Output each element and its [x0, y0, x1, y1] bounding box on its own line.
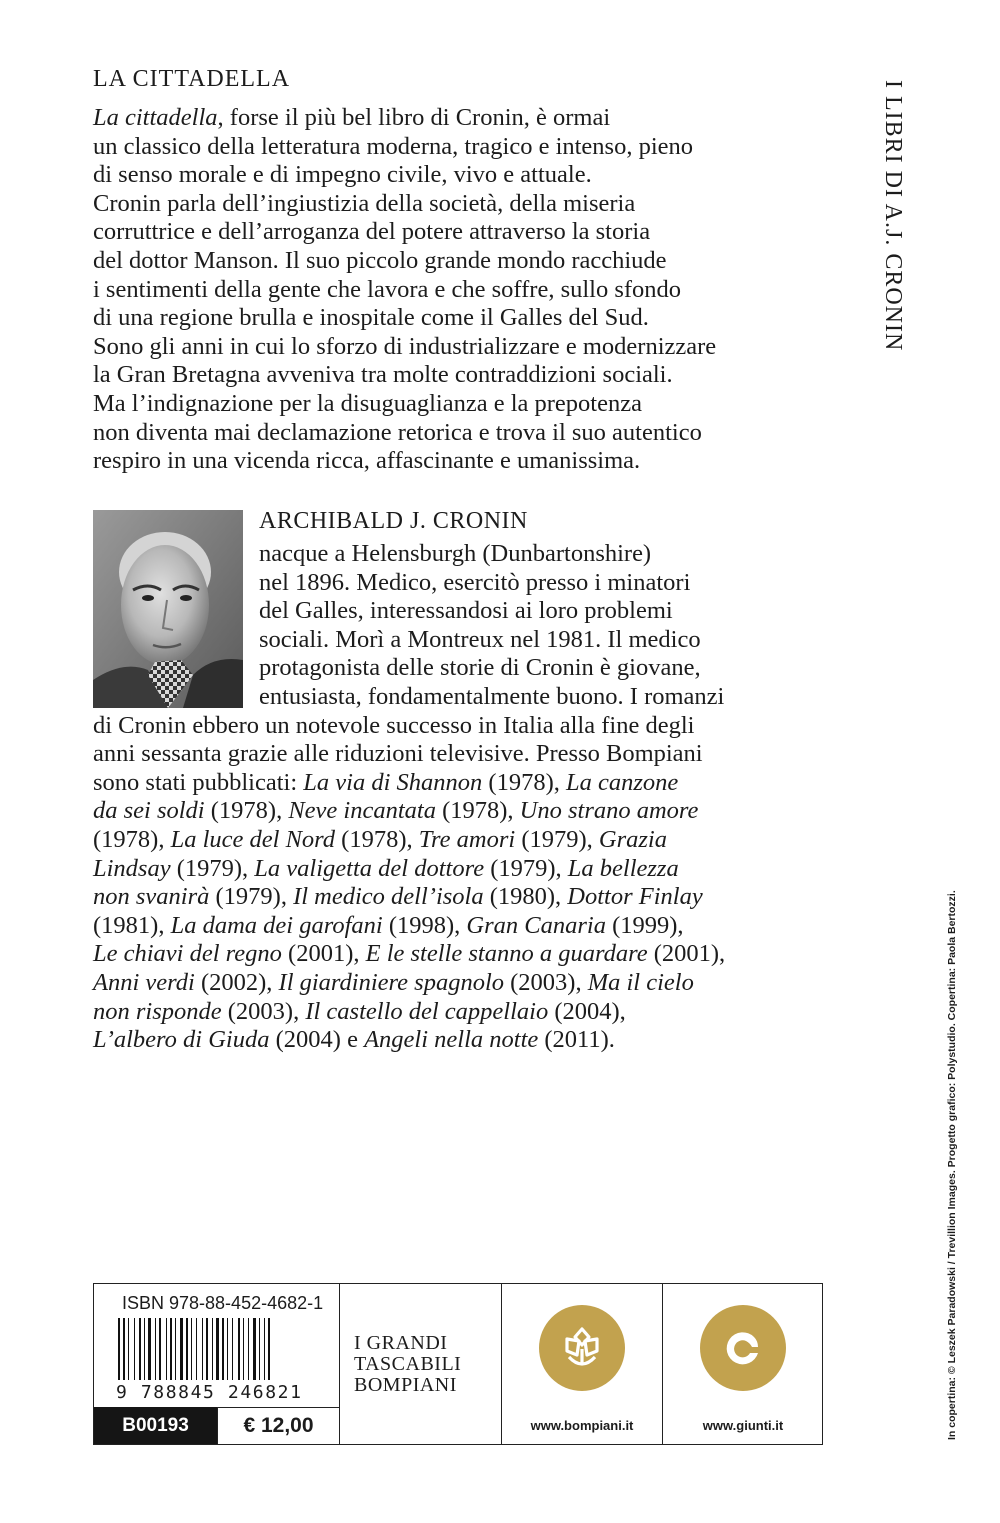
bio-text: (2002),: [194, 968, 279, 996]
barcode-bar: [253, 1318, 256, 1380]
description-line: di senso morale e di impegno civile, vivo e attuale.: [93, 161, 592, 189]
book-work: non risponde: [93, 997, 222, 1025]
barcode-bar: [216, 1318, 219, 1380]
giunti-url[interactable]: www.giunti.it: [702, 1418, 784, 1433]
bio-line: [93, 940, 813, 969]
barcode-bar: [206, 1318, 208, 1380]
bio-line: [93, 912, 813, 941]
barcode-bar: [264, 1318, 265, 1380]
series-label: [354, 1333, 494, 1396]
book-work: La via di Shannon: [303, 768, 483, 796]
barcode-bar: [227, 1318, 228, 1380]
bio-text: sono stati pubblicati:: [93, 768, 304, 796]
cover-credits: [944, 800, 968, 1440]
barcode-panel: [94, 1284, 340, 1444]
book-work: Neve incantata: [288, 797, 436, 825]
barcode-bar: [248, 1318, 249, 1380]
barcode-bar: [243, 1318, 244, 1380]
description-line: Sono gli anni in cui lo sforzo di industrializzare e modernizzare: [93, 332, 717, 360]
bio-line: [93, 769, 813, 798]
barcode-bar: [180, 1318, 183, 1380]
description-line: di una regione brulla e inospitale come il Galles del Sud.: [93, 304, 649, 332]
barcode-bar: [128, 1318, 129, 1380]
bio-line: [93, 826, 813, 855]
book-work: La luce del Nord: [170, 825, 336, 853]
bompiani-panel: [502, 1284, 663, 1444]
description-line: un classico della letteratura moderna, tragico e intenso, pieno: [93, 132, 694, 160]
bio-line: [93, 797, 813, 826]
bio-text: (1979),: [209, 883, 294, 911]
bio-text: (1998),: [382, 911, 467, 939]
series-panel: [340, 1284, 502, 1444]
bio-text: (1979),: [484, 854, 568, 882]
barcode-bar: [123, 1318, 125, 1380]
bio-line: [93, 855, 813, 884]
book-work: E le stelle stanno a guardare: [365, 940, 648, 968]
bompiani-url[interactable]: www.bompiani.it: [530, 1418, 634, 1433]
barcode-bar: [238, 1318, 240, 1380]
bio-text: (2003),: [504, 968, 588, 996]
barcode-bar: [186, 1318, 188, 1380]
bio-text: (1981),: [93, 911, 171, 939]
bio-line: del Galles, interessandosi ai loro problemi: [259, 597, 673, 625]
book-work: Angeli nella notte: [364, 1026, 539, 1054]
bio-line: [93, 998, 813, 1027]
bio-text: (1999),: [605, 911, 684, 939]
book-work: non svanirà: [93, 883, 210, 911]
bio-text: (1978),: [93, 825, 171, 853]
book-work: Ma il cielo: [587, 968, 694, 996]
bio-text: (1978),: [204, 797, 289, 825]
book-work: Tre amori: [418, 825, 516, 853]
bio-line: di Cronin ebbero un notevole successo in Italia alla fine degli: [93, 711, 695, 739]
series-vertical-title: [876, 80, 906, 352]
series-label-line: BOMPIANI: [354, 1374, 457, 1396]
book-work: Dottor Finlay: [567, 883, 703, 911]
book-work: Il medico dell’isola: [293, 883, 484, 911]
book-work: Il castello del cappellaio: [305, 997, 549, 1025]
book-work: Uno strano amore: [519, 797, 699, 825]
author-bio: [93, 540, 813, 1055]
barcode: [118, 1318, 318, 1382]
bio-text: (2001),: [281, 940, 366, 968]
description-line: Ma l’indignazione per la disuguaglianza e la prepotenza: [93, 389, 642, 417]
bio-line: nacque a Helensburgh (Dunbartonshire): [259, 540, 652, 567]
description-line: i sentimenti della gente che lavora e che soffre, sullo sfondo: [93, 275, 682, 303]
barcode-bar: [155, 1318, 156, 1380]
series-label-line: TASCABILI: [354, 1353, 462, 1375]
book-work: La dama dei garofani: [170, 911, 383, 939]
bio-text: (2003),: [221, 997, 306, 1025]
giunti-logo-icon: [700, 1305, 786, 1391]
description-line: non diventa mai declamazione retorica e trova il suo autentico: [93, 418, 702, 446]
book-description: [93, 104, 793, 476]
bio-text: (1978),: [435, 797, 520, 825]
bio-line: [93, 1026, 813, 1055]
bio-line: entusiasta, fondamentalmente buono. I romanzi: [259, 682, 725, 710]
bio-text: (1979),: [515, 825, 599, 853]
barcode-bar: [196, 1318, 197, 1380]
barcode-bar: [170, 1318, 172, 1380]
barcode-bar: [159, 1318, 161, 1380]
book-work: La bellezza: [567, 854, 679, 882]
author-name: ARCHIBALD J. CRONIN: [259, 508, 528, 534]
bio-text: (1979),: [170, 854, 255, 882]
bio-line: nel 1896. Medico, esercitò presso i minatori: [259, 568, 691, 596]
barcode-bar: [202, 1318, 203, 1380]
bio-line: sociali. Morì a Montreux nel 1981. Il medico: [259, 625, 701, 653]
barcode-bar: [134, 1318, 135, 1380]
book-work: Anni verdi: [93, 968, 195, 996]
description-line: corruttrice e dell’arroganza del potere attraverso la storia: [93, 218, 651, 246]
bio-text: (1980),: [483, 883, 568, 911]
ean-digits: 9 788845 246821: [116, 1382, 303, 1403]
book-work: da sei soldi: [93, 797, 205, 825]
giunti-panel: [663, 1284, 823, 1444]
bio-text: (2004),: [548, 997, 626, 1025]
barcode-bar: [139, 1318, 141, 1380]
description-line: Cronin parla dell’ingiustizia della società, della miseria: [93, 189, 636, 217]
barcode-bar: [144, 1318, 145, 1380]
price: € 12,00: [217, 1407, 339, 1444]
barcode-bar: [212, 1318, 213, 1380]
barcode-bar: [222, 1318, 224, 1380]
bio-text: (2004) e: [269, 1026, 365, 1054]
book-work: Grazia: [598, 825, 667, 853]
book-work: L’albero di Giuda: [93, 1026, 270, 1054]
barcode-bar: [175, 1318, 176, 1380]
product-code: B00193: [94, 1407, 217, 1444]
bio-text: (2011).: [538, 1026, 615, 1054]
isbn-label: ISBN 978-88-452-4682-1: [122, 1293, 324, 1313]
barcode-bar: [166, 1318, 167, 1380]
cover-credits-text: In copertina: © Leszek Paradowski / Trevillion Images. Progetto grafico: Polystudio. Copertina: Paola Bertozzi.: [946, 890, 958, 1440]
book-work: La valigetta del dottore: [254, 854, 485, 882]
bio-line: [93, 883, 813, 912]
barcode-bar: [259, 1318, 260, 1380]
bio-text: (1978),: [335, 825, 419, 853]
bompiani-logo-icon: [539, 1305, 625, 1391]
description-line: la Gran Bretagna avveniva tra molte contraddizioni sociali.: [93, 361, 673, 389]
book-work: Lindsay: [93, 854, 171, 882]
description-line: respiro in una vicenda ricca, affascinante e umanissima.: [93, 447, 641, 475]
bio-line: protagonista delle storie di Cronin è giovane,: [259, 654, 701, 682]
description-italic-title: La cittadella: [93, 104, 218, 131]
barcode-bar: [232, 1318, 233, 1380]
bio-line: [93, 969, 813, 998]
barcode-bar: [191, 1318, 192, 1380]
bio-text: (1978),: [482, 768, 566, 796]
barcode-bar: [118, 1318, 120, 1380]
series-label-line: I GRANDI: [354, 1332, 448, 1354]
description-line: , forse il più bel libro di Cronin, è ormai: [217, 104, 611, 131]
barcode-bar: [268, 1318, 270, 1380]
book-work: Le chiavi del regno: [93, 940, 282, 968]
book-work: Gran Canaria: [466, 911, 606, 939]
barcode-bar: [148, 1318, 151, 1380]
bio-text: (2001),: [647, 940, 726, 968]
back-cover-footer: [93, 1283, 823, 1445]
book-work: Il giardiniere spagnolo: [278, 968, 505, 996]
book-work: La canzone: [565, 768, 679, 796]
bio-line: anni sessanta grazie alle riduzioni televisive. Presso Bompiani: [93, 740, 703, 768]
description-line: del dottor Manson. Il suo piccolo grande mondo racchiude: [93, 246, 667, 274]
series-vertical-text: I LIBRI DI A.J. CRONIN: [880, 80, 906, 352]
book-title: LA CITTADELLA: [93, 66, 291, 92]
